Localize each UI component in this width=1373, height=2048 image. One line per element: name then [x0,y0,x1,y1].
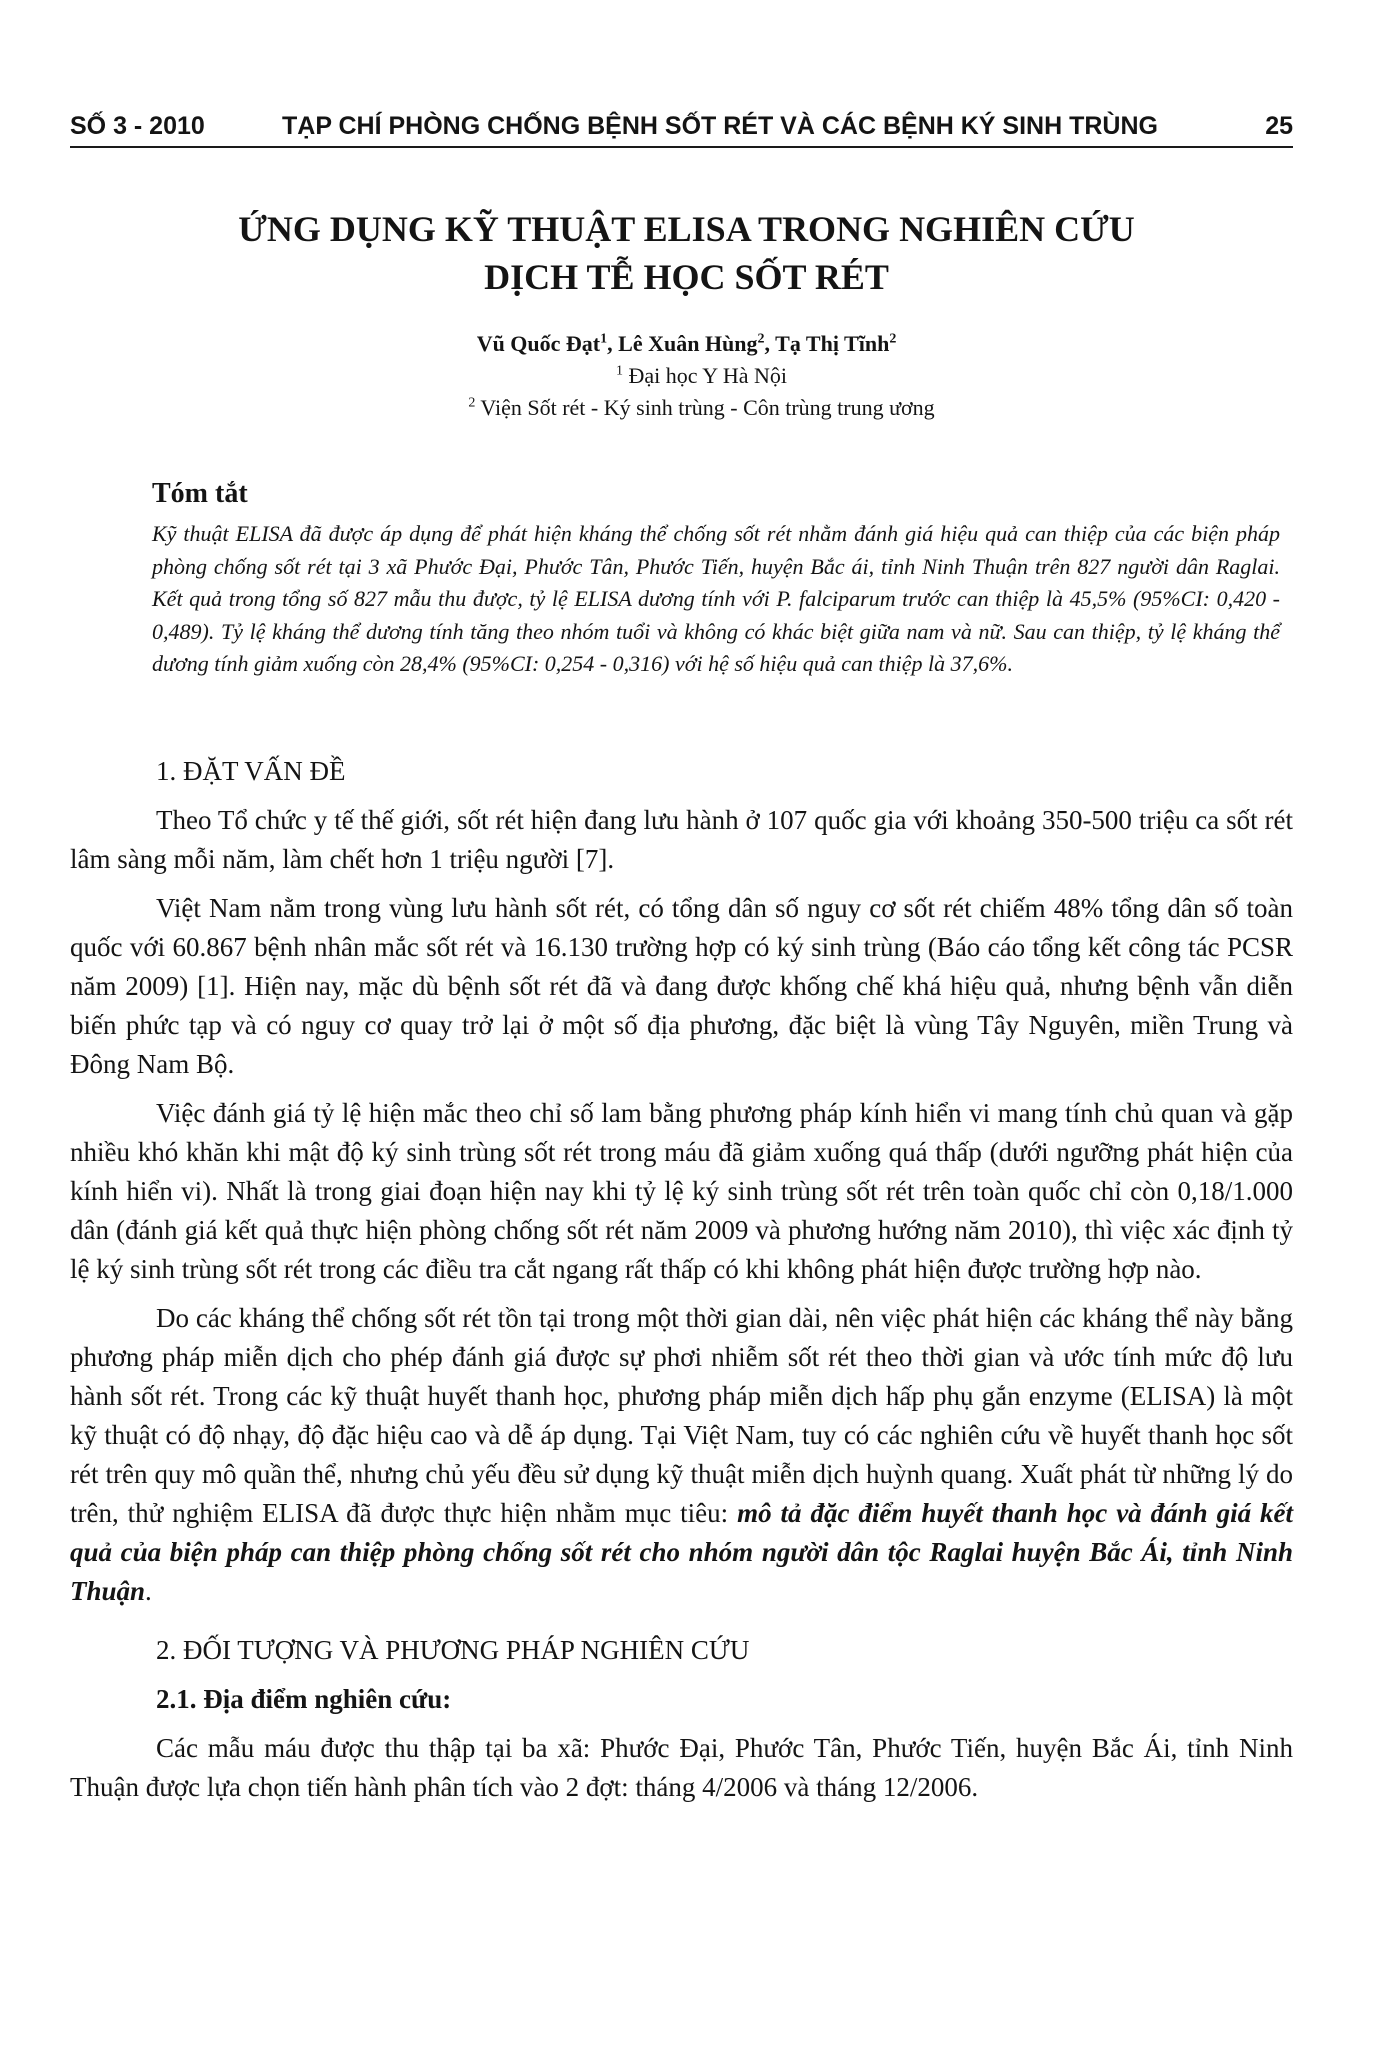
article-title-line-1: ỨNG DỤNG KỸ THUẬT ELISA TRONG NGHIÊN CỨU [238,209,1135,249]
body-paragraph-objective [70,1299,1293,1611]
author-affiliation-mark: 2 [757,331,765,347]
author-affiliation-mark: 1 [600,331,608,347]
article-title [100,205,1273,301]
author-block [0,328,1373,424]
issue-number: SỐ 3 - 2010 [70,112,205,140]
author-list: Vũ Quốc Đạt$^1$, Lê Xuân Hùng$^2$, Tạ Thị Tĩnh$^2$ [476,331,897,356]
author-name: Vũ Quốc Đạt [476,331,601,356]
subsection-heading-2-1: 2.1. Địa điểm nghiên cứu: [156,1684,452,1714]
section-heading-1: 1. ĐẶT VẤN ĐỀ [156,756,346,786]
paragraph-end: . [145,1576,152,1606]
body-paragraph: Theo Tổ chức y tế thế giới, sốt rét hiện đang lưu hành ở 107 quốc gia với khoảng 350-500 triệu ca sốt rét lâm sàng mỗi năm, làm chết hơn 1 triệu người [7]. [70,805,1293,874]
affiliation-mark: 2 [468,395,476,411]
author-name: Tạ Thị Tĩnh [775,331,890,356]
main-body [70,752,1293,1817]
affiliation-1 [30,360,1373,392]
body-paragraph: Các mẫu máu được thu thập tại ba xã: Phước Đại, Phước Tân, Phước Tiến, huyện Bắc Ái, tỉnh Ninh Thuận được lựa chọn tiến hành phân tích vào 2 đợt: tháng 4/2006 và tháng 12/2006. [70,1733,1293,1802]
affiliation-text: Đại học Y Hà Nội [628,363,787,388]
paragraph-text: Do các kháng thể chống sốt rét tồn tại trong một thời gian dài, nên việc phát hiện các kháng thể này bằng phương pháp miễn dịch cho phép đánh giá được sự phơi nhiễm sốt rét theo thời gian và ước tính mức độ lưu hành sốt rét. Trong các kỹ thuật huyết thanh học, phương pháp miễn dịch hấp phụ gắn enzyme (ELISA) là một kỹ thuật có độ nhạy, độ đặc hiệu cao và dễ áp dụng. Tại Việt Nam, tuy có các nghiên cứu về huyết thanh học sốt rét trên quy mô quần thể, nhưng chủ yếu đều sử dụng kỹ thuật miễn dịch huỳnh quang. Xuất phát từ những lý do trên, thử nghiệm ELISA đã được thực hiện nhằm mục tiêu: [70,1303,1293,1528]
affiliation-mark: 1 [616,363,624,379]
author-name: Lê Xuân Hùng [618,331,758,356]
section-heading-2: 2. ĐỐI TƯỢNG VÀ PHƯƠNG PHÁP NGHIÊN CỨU [156,1635,750,1665]
affiliation-2 [30,392,1373,424]
running-header [70,106,1293,148]
article-title-line-2: DỊCH TỄ HỌC SỐT RÉT [484,257,889,297]
journal-title: TẠP CHÍ PHÒNG CHỐNG BỆNH SỐT RÉT VÀ CÁC BỆNH KÝ SINH TRÙNG [282,112,1158,140]
abstract-heading: Tóm tắt [152,478,248,509]
author-affiliation-mark: 2 [889,331,897,347]
body-paragraph: Việc đánh giá tỷ lệ hiện mắc theo chỉ số lam bằng phương pháp kính hiển vi mang tính chủ quan và gặp nhiều khó khăn khi mật độ ký sinh trùng sốt rét trong máu đã giảm xuống quá thấp (dưới ngưỡng phát hiện của kính hiển vi). Nhất là trong giai đoạn hiện nay khi tỷ lệ ký sinh trùng sốt rét trên toàn quốc chỉ còn 0,18/1.000 dân (đánh giá kết quả thực hiện phòng chống sốt rét năm 2009 và phương hướng năm 2010), thì việc xác định tỷ lệ ký sinh trùng sốt rét trong các điều tra cắt ngang rất thấp có khi không phát hiện được trường hợp nào. [70,1098,1293,1284]
body-paragraph: Việt Nam nằm trong vùng lưu hành sốt rét, có tổng dân số nguy cơ sốt rét chiếm 48% tổng dân số toàn quốc với 60.867 bệnh nhân mắc sốt rét và 16.130 trường hợp có ký sinh trùng (Báo cáo tổng kết công tác PCSR năm 2009) [1]. Hiện nay, mặc dù bệnh sốt rét đã và đang được khống chế khá hiệu quả, nhưng bệnh vẫn diễn biến phức tạp và có nguy cơ quay trở lại ở một số địa phương, đặc biệt là vùng Tây Nguyên, miền Trung và Đông Nam Bộ. [70,893,1293,1079]
study-objective: mô tả đặc điểm huyết thanh học và đánh giá kết quả của biện pháp can thiệp phòng chống sốt rét cho nhóm người dân tộc Raglai huyện Bắc Ái, tỉnh Ninh Thuận [70,1498,1294,1606]
affiliation-text: Viện Sốt rét - Ký sinh trùng - Côn trùng trung ương [480,395,935,420]
abstract-text: Kỹ thuật ELISA đã được áp dụng để phát hiện kháng thể chống sốt rét nhằm đánh giá hiệu quả can thiệp của các biện pháp phòng chống sốt rét tại 3 xã Phước Đại, Phước Tân, Phước Tiến, huyện Bắc ái, tỉnh Ninh Thuận trên 827 người dân Raglai. Kết quả trong tổng số 827 mẫu thu được, tỷ lệ ELISA dương tính với P. falciparum trước can thiệp là 45,5% (95%CI: 0,420 - 0,489). Tỷ lệ kháng thể dương tính tăng theo nhóm tuổi và không có khác biệt giữa nam và nữ. Sau can thiệp, tỷ lệ kháng thể dương tính giảm xuống còn 28,4% (95%CI: 0,254 - 0,316) với hệ số hiệu quả can thiệp là 37,6%. [152,521,1280,676]
page-number: 25 [1265,112,1293,140]
